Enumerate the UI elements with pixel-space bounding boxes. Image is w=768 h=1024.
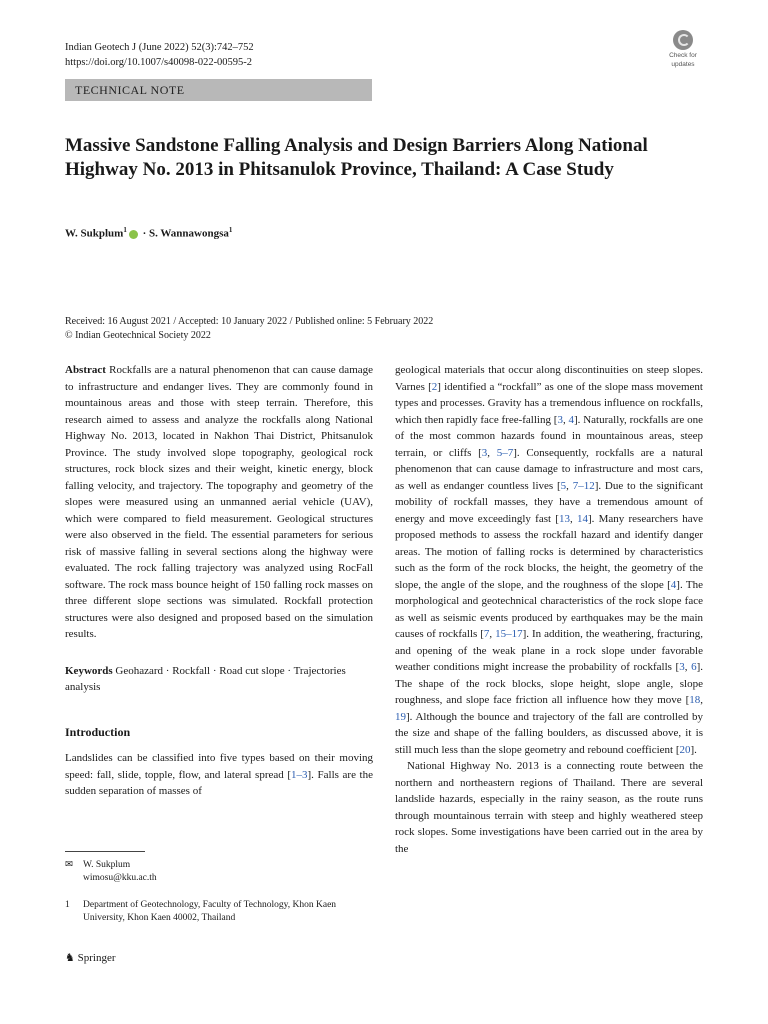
introduction-heading: Introduction xyxy=(65,724,131,739)
citation-link[interactable]: 4 xyxy=(670,578,677,591)
introduction-paragraph xyxy=(65,750,373,800)
body-text-segment: ]. The morphological and geotechnical characteristics of the rock slope face as well as seismic events produced by earthquakes may be the main causes of rockfalls [ xyxy=(395,578,703,640)
author-2-affiliation: 1 xyxy=(228,226,233,234)
keywords-label: Keywords xyxy=(65,664,113,677)
publication-dates xyxy=(65,315,433,343)
body-text-segment: , xyxy=(487,446,497,459)
affiliation-number: 1 xyxy=(65,900,70,910)
body-text-segment: , xyxy=(566,479,573,492)
keywords-paragraph xyxy=(65,663,373,696)
footnote-divider xyxy=(65,851,145,852)
body-text-segment: ] identified a “rockfall” as one of the slope mass movement types and processes. Gravity has a tremendous influence on rockfalls, which then rapidly face free-falling [ xyxy=(395,380,703,426)
body-text-segment: ]. Many researchers have proposed methods to assess the rockfall hazard and identify danger areas. The motion of falling rocks is determined by characteristics such as the form of the rock blocks, the height, the geometry of the slope, the angle of the slope, and the roughness of the slope [ xyxy=(395,512,703,591)
author-1-name[interactable]: W. Sukplum xyxy=(65,227,124,240)
author-2-name[interactable]: S. Wannawongsa xyxy=(148,227,229,240)
left-column xyxy=(65,362,373,800)
envelope-icon: ✉ xyxy=(65,860,73,870)
body-text-segment: , xyxy=(700,694,703,706)
intro-text-b: ]. Falls are the sudden separation of masses of xyxy=(65,768,373,797)
citation-link[interactable]: 19 xyxy=(395,710,406,723)
citation-link[interactable]: 7–12 xyxy=(572,479,595,492)
abstract-text: Rockfalls are a natural phenomenon that can cause damage to infrastructure and endanger lives. They are commonly found in mountainous areas and those with steep terrain. Therefore, this research aimed to assess and analyze the rockfalls along National Highway No. 2013, located in Nakhon Thai District, Phitsanulok Province. The study involved slope topography, geological rock structures, rock block sizes and their weight, kinetic energy, block falling velocity, and trajectory. The topography and geometry of the slopes were measured using an unmanned aerial vehicle (UAV), which were compared to field measurement. Geological structures were also observed in the field. The essential parameters for serious risk of massive falling in several sections along the highway were evaluated. The rock falling trajectory was analyzed using RocFall software. The rock mass bounce height of 150 falling rock masses on three different slope sections was simulated. Rockfall protection structures were also designed and proposed based on the simulation results. xyxy=(65,364,374,640)
abstract-paragraph xyxy=(65,362,373,643)
springer-horse-icon: ♞ xyxy=(65,951,75,964)
citation-link[interactable]: 4 xyxy=(568,413,574,426)
check-updates-icon xyxy=(673,30,693,50)
citation-link[interactable]: 6 xyxy=(691,661,697,673)
check-for-updates-badge[interactable] xyxy=(662,30,704,70)
body-text-segment: ]. The shape of the rock blocks, slope height, slope angle, slope roughness, and slope face friction all influence how they move [ xyxy=(395,661,704,706)
citation-link[interactable]: 5–7 xyxy=(496,446,514,459)
doi-link[interactable]: https://doi.org/10.1007/s40098-022-00595-2 xyxy=(65,57,253,68)
orcid-icon[interactable] xyxy=(129,230,138,239)
body-text-segment: , xyxy=(562,413,569,426)
body-paragraph-2: National Highway No. 2013 is a connecting route between the northern and northeastern regions of Thailand. There are several landslide hazards, especially in the rainy season, as the route runs through mountainous terrain with steep and highly weathered steep rock slopes. Some investigations have been carried out in the area by the xyxy=(395,760,703,855)
keywords-text: Geohazard · Rockfall · Road cut slope · Trajectories analysis xyxy=(65,664,346,693)
body-text-segment: ]. Consequently, rockfalls are a natural phenomenon that can cause damage to infrastructure and most cars, as well as endanger countless lives [ xyxy=(395,446,704,492)
citation-link[interactable]: 7 xyxy=(483,628,490,640)
citation-link[interactable]: 5 xyxy=(560,479,567,492)
body-paragraph-1 xyxy=(395,362,703,758)
citation-link[interactable]: 2 xyxy=(431,380,438,393)
article-type-banner: TECHNICAL NOTE xyxy=(65,79,372,101)
body-text-segment: ]. In addition, the weathering, fracturing, and opening of the weak plane in a rock slope under favorable weather conditions might increase the probability of rockfalls [ xyxy=(395,628,703,673)
citation-link[interactable]: 3 xyxy=(679,661,685,673)
publisher-logo xyxy=(65,951,116,964)
corresponding-author-note xyxy=(65,859,157,885)
author-1-affiliation: 1 xyxy=(123,226,127,234)
abstract-label: Abstract xyxy=(65,364,106,376)
badge-line-1: Check for xyxy=(669,52,697,59)
body-text-segment: ]. Due to the significant mobility of rockfall masses, they have a tremendous amount of energy and move exceedingly fast [ xyxy=(395,479,704,525)
badge-line-2: updates xyxy=(671,61,695,68)
body-text-segment: , xyxy=(569,512,577,525)
affiliation-note xyxy=(65,899,373,925)
body-text-segment: , xyxy=(489,628,496,640)
body-text-segment: geological materials that occur along discontinuities on steep slopes. Varnes [ xyxy=(395,364,703,393)
citation-link[interactable]: 14 xyxy=(576,512,588,525)
corresponding-author-email[interactable]: wimosu@kku.ac.th xyxy=(83,873,157,883)
body-text-segment: ]. Naturally, rockfalls are one of the most common hazards found in mountainous areas, steep terrain, or cliffs [ xyxy=(395,413,703,459)
citation-link[interactable]: 13 xyxy=(558,512,570,525)
intro-text-a: Landslides can be classified into five types based on their moving speed: fall, slide, topple, flow, and lateral spread [ xyxy=(65,752,373,781)
body-text-segment: ]. Although the bounce and trajectory of the fall are controlled by the size and shape of the falling boulders, as discussed above, it is still much less than the slope geometry and rebound coefficient [ xyxy=(395,710,703,756)
body-text-segment: ]. xyxy=(690,743,697,756)
citation-link[interactable]: 1–3 xyxy=(291,768,308,781)
citation-link[interactable]: 20 xyxy=(679,743,691,756)
journal-reference: Indian Geotech J (June 2022) 52(3):742–752 xyxy=(65,42,254,53)
citation-link[interactable]: 3 xyxy=(481,446,488,459)
right-column xyxy=(395,362,703,857)
author-list xyxy=(65,226,232,240)
citation-link[interactable]: 18 xyxy=(689,694,701,706)
affiliation-text: Department of Geotechnology, Faculty of Technology, Khon Kaen University, Khon Kaen 40002, Thailand xyxy=(83,900,337,923)
citation-link[interactable]: 15–17 xyxy=(495,628,523,640)
dates-line: Received: 16 August 2021 / Accepted: 10 January 2022 / Published online: 5 February 2022 xyxy=(65,316,434,327)
corresponding-author-name: W. Sukplum xyxy=(83,860,131,870)
author-separator: · xyxy=(139,227,149,240)
copyright-line: © Indian Geotechnical Society 2022 xyxy=(65,330,211,341)
publisher-name: Springer xyxy=(77,952,116,964)
citation-link[interactable]: 3 xyxy=(557,413,563,426)
body-text-segment: , xyxy=(684,661,692,673)
article-title: Massive Sandstone Falling Analysis and Design Barriers Along National Highway No. 2013 in Phitsanulok Province, Thailand: A Case Study xyxy=(65,135,648,180)
